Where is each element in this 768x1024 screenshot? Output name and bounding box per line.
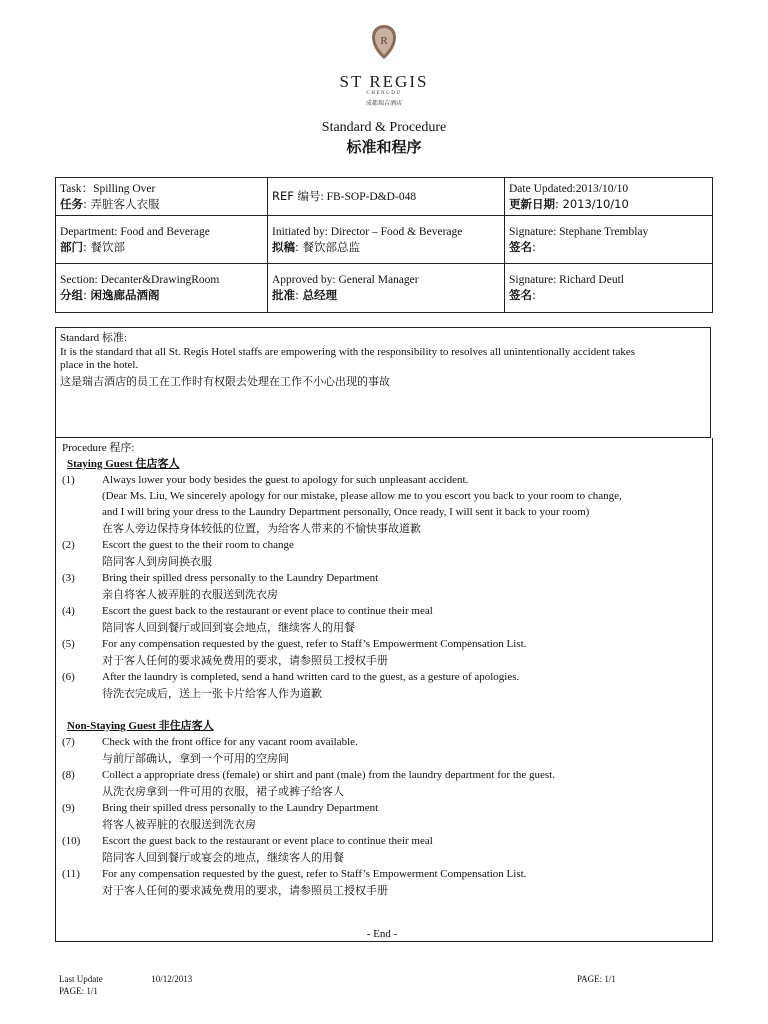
brand-name: ST REGIS [339, 72, 429, 91]
init-cn-label: 拟稿 [272, 239, 295, 254]
last-update-label: Last Update [59, 974, 103, 984]
crest-icon [369, 24, 399, 60]
step-text: Collect a appropriate dress (female) or shirt and pant (male) from the laundry department for the guest. [102, 768, 555, 781]
step-text: Escort the guest back to the restaurant or event place to continue their meal [102, 834, 433, 847]
sig2-label: Signature [509, 274, 554, 286]
task-cn-value: 弄脏客人衣服 [90, 197, 160, 211]
step-number: (4) [62, 604, 75, 617]
step-text-cn: 亲自将客人被弄脏的衣服送到洗衣房 [102, 587, 278, 601]
task-cn-label: 任务 [60, 197, 83, 211]
section-cn-label: 分组 [60, 288, 83, 302]
section-cell: Section: Decanter&DrawingRoom 分组: 闲逸廊品酒阁 [56, 264, 268, 313]
step-text-cn: 陪同客人回到餐厅或宴会的地点，继续客人的用餐 [102, 850, 344, 864]
task-cell: Task：Spilling Over 任务: 弄脏客人衣服 [56, 178, 268, 216]
ref-cell: REF 编号: FB-SOP-D&D-048 [268, 178, 505, 216]
task-label: Task [60, 183, 82, 195]
section-cn-value: 闲逸廊品酒阁 [90, 288, 160, 302]
date-cell: Date Updated:2013/10/10 更新日期: 2013/10/10 [505, 178, 713, 216]
initiated-cell: Initiated by: Director – Food & Beverage 拟稿: 餐饮部总监 [268, 216, 505, 264]
standard-text-line2: place in the hotel. [60, 359, 139, 371]
footer-page-left: PAGE: 1/1 [59, 986, 98, 996]
sig2-cn-label: 签名 [509, 288, 532, 302]
task-value: Spilling Over [93, 183, 156, 195]
procedure-box [55, 438, 713, 942]
appr-label: Approved by [272, 274, 333, 286]
step-number: (1) [62, 473, 75, 486]
step-text: Bring their spilled dress personally to the Laundry Department [102, 571, 379, 584]
step-number: (9) [62, 801, 75, 814]
ref-label: REF 编号 [272, 188, 321, 203]
step-text: For any compensation requested by the guest, refer to Staff’s Empowerment Compensation List. [102, 867, 527, 880]
document-title: Standard & Procedure [321, 120, 447, 135]
procedure-step [62, 767, 702, 800]
procedure-step [62, 734, 702, 767]
appr-value: General Manager [338, 274, 419, 286]
procedure-heading: Procedure 程序: [62, 442, 135, 454]
approved-cell: Approved by: General Manager 批准: 总经理 [268, 264, 505, 313]
procedure-step [62, 537, 702, 570]
last-update-value: 10/12/2013 [151, 974, 193, 984]
step-text-cn: 对于客人任何的要求减免费用的要求，请参照员工授权手册 [102, 883, 388, 897]
sig1-cn-label: 签名 [509, 239, 532, 254]
step-number: (7) [62, 735, 75, 748]
procedure-step [62, 603, 702, 636]
standard-text-cn: 这是瑞吉酒店的员工在工作时有权限去处理在工作不小心出现的事故 [60, 374, 390, 388]
document-title-cn: 标准和程序 [346, 138, 422, 156]
step-number: (10) [62, 834, 81, 847]
sig1-label: Signature [509, 225, 554, 238]
step-text: Always lower your body besides the guest to apology for such unpleasant accident. [102, 473, 469, 486]
hotel-name-cn: 成都瑞吉酒店 [365, 101, 402, 107]
end-marker: - End - [366, 928, 398, 940]
svg-text:R: R [380, 35, 388, 47]
dept-cn-label: 部门 [60, 239, 83, 254]
signature2-cell: Signature: Richard Deutl 签名: [505, 264, 713, 313]
step-text-cn: 待洗衣完成后，送上一张卡片给客人作为道歉 [102, 686, 322, 700]
standard-box [55, 327, 711, 438]
non-staying-guest-title: Non-Staying Guest 非住店客人 [67, 719, 214, 732]
ref-value: FB-SOP-D&D-048 [326, 190, 417, 203]
procedure-step [62, 800, 702, 833]
procedure-step [62, 866, 702, 899]
dept-label: Department [60, 225, 115, 238]
step-text-cn: 从洗衣房拿到一件可用的衣服，裙子或裤子给客人 [102, 784, 344, 798]
staying-guest-title: Staying Guest 住店客人 [67, 457, 180, 470]
hotel-logo [334, 24, 434, 109]
footer-page-right: PAGE: 1/1 [577, 974, 616, 984]
init-value: Director – Food & Beverage [330, 225, 463, 238]
section-label: Section [60, 274, 95, 286]
step-text-cn: 陪同客人回到餐厅或回到宴会地点，继续客人的用餐 [102, 620, 355, 634]
step-text: Escort the guest to the their room to change [102, 538, 294, 551]
step-text: Bring their spilled dress personally to the Laundry Department [102, 801, 379, 814]
step-text: After the laundry is completed, send a hand written card to the guest, as a gesture of apologies. [102, 670, 520, 683]
step-text-cn: 陪同客人到房间换衣服 [102, 554, 212, 568]
step-text-cn: 对于客人任何的要求减免费用的要求，请参照员工授权手册 [102, 653, 388, 667]
step-text-cn: 在客人旁边保持身体较低的位置，为给客人带来的不愉快事故道歉 [102, 521, 421, 535]
step-text-cn: 与前厅部确认，拿到一个可用的空房间 [102, 751, 289, 765]
step-text-cont: and I will bring your dress to the Laundry Department personally, Once ready, I will sent it back to your room) [102, 505, 590, 518]
step-text: Check with the front office for any vacant room available. [102, 735, 358, 748]
section-value: Decanter&DrawingRoom [100, 274, 220, 286]
signature1-cell: Signature: Stephane Tremblay 签名: [505, 216, 713, 264]
step-number: (8) [62, 768, 75, 781]
dept-cn-value: 餐饮部 [90, 239, 126, 254]
procedure-step [62, 833, 702, 866]
metadata-table [55, 177, 713, 313]
init-label: Initiated by [272, 225, 325, 238]
procedure-step [62, 636, 702, 669]
date-cn-value: 2013/10/10 [562, 196, 629, 211]
step-number: (6) [62, 670, 75, 683]
procedure-content [62, 442, 702, 940]
appr-cn-label: 批准 [272, 288, 295, 302]
sig2-value: Richard Deutl [559, 274, 624, 286]
standard-heading: Standard 标准: [60, 332, 127, 344]
procedure-step [62, 570, 702, 603]
step-text: Escort the guest back to the restaurant or event place to continue their meal [102, 604, 433, 617]
step-text-cont: (Dear Ms. Liu, We sincerely apology for our mistake, please allow me to you escort you back to your room to change, [102, 489, 622, 502]
footer-last-update [59, 974, 192, 985]
department-cell: Department: Food and Beverage 部门: 餐饮部 [56, 216, 268, 264]
step-number: (11) [62, 867, 80, 880]
date-cn-label: 更新日期 [509, 196, 555, 211]
date-label: Date Updated [509, 182, 573, 195]
date-value: 2013/10/10 [575, 182, 629, 195]
step-text-cn: 将客人被弄脏的衣服送到洗衣房 [102, 817, 256, 831]
procedure-step [62, 472, 702, 537]
brand-city: CHENGDU [366, 91, 402, 96]
step-number: (5) [62, 637, 75, 650]
dept-value: Food and Beverage [120, 225, 210, 238]
appr-cn-value: 总经理 [302, 288, 338, 302]
standard-text-line1: It is the standard that all St. Regis Hotel staffs are empowering with the responsibility to resolves all unintentionally accident takes [60, 345, 636, 358]
step-text: For any compensation requested by the guest, refer to Staff’s Empowerment Compensation List. [102, 637, 527, 650]
procedure-step [62, 669, 702, 702]
sig1-value: Stephane Tremblay [559, 225, 649, 238]
init-cn-value: 餐饮部总监 [302, 239, 361, 254]
step-number: (3) [62, 571, 75, 584]
step-number: (2) [62, 538, 75, 551]
